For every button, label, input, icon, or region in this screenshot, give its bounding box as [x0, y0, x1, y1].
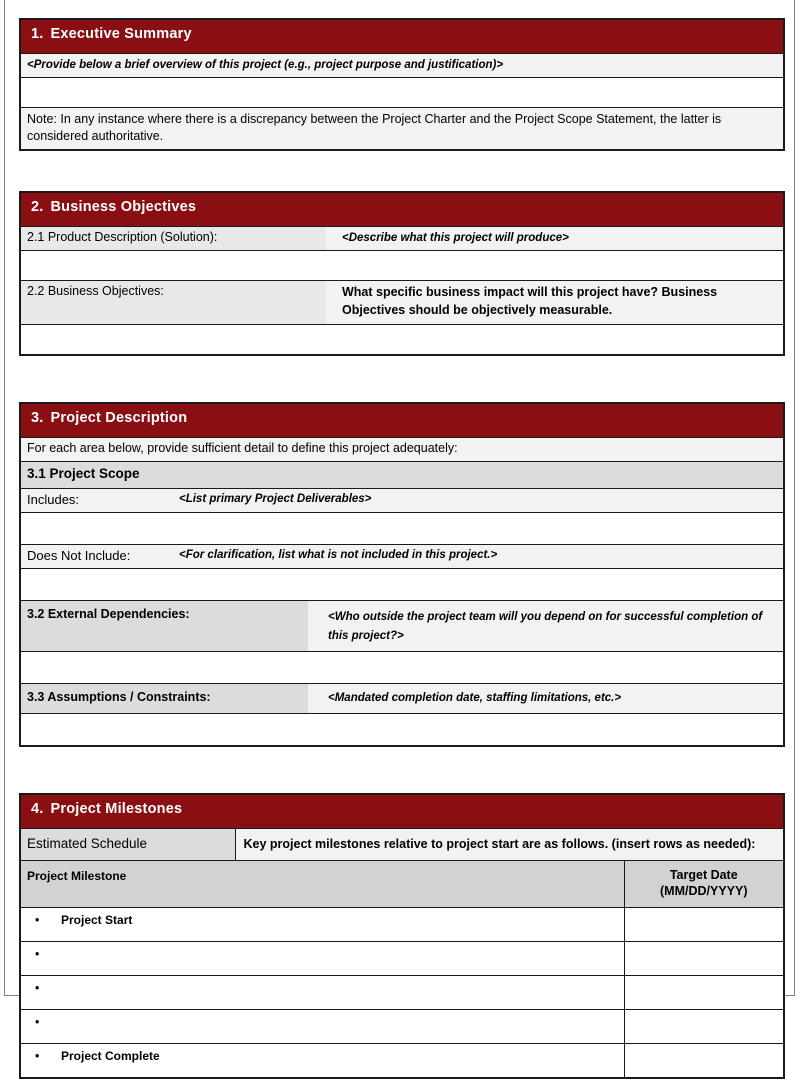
value-text: What specific business impact will this project have? Business Objectives should be objectively measurable.	[342, 285, 718, 317]
value-text: <Describe what this project will produce>	[342, 232, 569, 245]
label-estimated-schedule	[20, 828, 235, 860]
bullet-icon: •	[35, 947, 40, 962]
milestones-column-header-row	[20, 861, 784, 908]
section-header-cell	[20, 192, 784, 227]
milestone-name-cell[interactable]	[20, 908, 624, 942]
section-number: 2.	[31, 199, 44, 216]
section-header-business-objectives	[20, 192, 784, 227]
table-row[interactable]	[20, 1044, 784, 1079]
scope-includes-cell	[20, 488, 784, 512]
value-scope-does-not-include: <For clarification, list what is not included in this project.>	[179, 548, 498, 561]
section-gap-2	[19, 356, 783, 402]
milestone-date-cell[interactable]	[624, 1044, 784, 1079]
row-external-dependencies	[20, 601, 784, 652]
milestone-name-cell[interactable]	[20, 976, 624, 1010]
value-text: <Who outside the project team will you depend on for successful completion of this project?>	[328, 611, 763, 642]
document-body	[19, 18, 783, 1079]
executive-summary-note-row	[20, 107, 784, 150]
label-business-objectives	[20, 281, 326, 325]
executive-summary-input-row[interactable]	[20, 77, 784, 107]
table-row[interactable]	[20, 908, 784, 942]
section-title: Project Description	[50, 410, 188, 426]
section-header-project-description	[20, 403, 784, 438]
section-header-cell	[20, 403, 784, 438]
milestone-date-cell[interactable]	[624, 942, 784, 976]
value-text: <Mandated completion date, staffing limitations, etc.>	[328, 692, 622, 705]
scope-includes-input-cell[interactable]	[20, 512, 784, 544]
table-row[interactable]	[20, 942, 784, 976]
project-description-intro-row	[20, 438, 784, 462]
target-date-line2: (MM/DD/YYYY)	[660, 883, 748, 898]
project-scope-heading-cell	[20, 461, 784, 488]
project-description-intro-cell	[20, 438, 784, 462]
label-text: 3.2 External Dependencies:	[27, 607, 190, 621]
column-header-text: Project Milestone	[27, 869, 127, 884]
scope-includes-input-row[interactable]	[20, 512, 784, 544]
milestone-date-cell[interactable]	[624, 976, 784, 1010]
section-business-objectives	[19, 191, 785, 356]
target-date-line1: Target Date	[669, 868, 738, 883]
milestone-date-cell[interactable]	[624, 1010, 784, 1044]
external-dependencies-input-cell[interactable]	[20, 652, 784, 684]
business-objectives-input-row[interactable]	[20, 325, 784, 356]
label-assumptions-constraints	[20, 684, 308, 714]
milestone-name-cell[interactable]	[20, 942, 624, 976]
bullet-icon: •	[35, 913, 40, 928]
product-description-input-cell[interactable]	[20, 251, 784, 281]
milestone-name: Project Complete	[61, 1049, 160, 1064]
label-text: Estimated Schedule	[27, 835, 148, 851]
external-dependencies-input-row[interactable]	[20, 652, 784, 684]
row-business-objectives	[20, 281, 784, 325]
row-assumptions-constraints	[20, 684, 784, 714]
executive-summary-input-cell[interactable]	[20, 77, 784, 107]
section-number: 3.	[31, 410, 44, 426]
business-objectives-input-cell[interactable]	[20, 325, 784, 356]
label-text: 2.1 Product Description (Solution):	[27, 230, 218, 245]
section-header-project-milestones	[20, 794, 784, 829]
scope-does-not-include-input-row[interactable]	[20, 569, 784, 601]
section-executive-summary	[19, 18, 785, 151]
assumptions-constraints-input-row[interactable]	[20, 713, 784, 746]
milestone-date-cell[interactable]	[624, 908, 784, 942]
scope-does-not-include-cell	[20, 544, 784, 568]
label-external-dependencies	[20, 601, 308, 652]
project-scope-heading: 3.1 Project Scope	[27, 465, 140, 481]
value-scope-includes: <List primary Project Deliverables>	[179, 492, 372, 505]
section-header-cell	[20, 794, 784, 829]
section-title: Project Milestones	[50, 800, 183, 817]
executive-summary-note: Note: In any instance where there is a discrepancy between the Project Charter and the Project Scope Statement, the latter is considered authoritative.	[27, 111, 722, 143]
table-row[interactable]	[20, 976, 784, 1010]
column-header-milestone	[20, 861, 624, 908]
row-estimated-schedule	[20, 828, 784, 860]
section-number: 4.	[31, 800, 44, 817]
project-scope-heading-row	[20, 461, 784, 488]
section-project-milestones	[19, 793, 785, 1079]
label-product-description	[20, 227, 326, 251]
product-description-input-row[interactable]	[20, 251, 784, 281]
milestone-name-cell[interactable]	[20, 1044, 624, 1079]
row-scope-includes	[20, 488, 784, 512]
value-external-dependencies	[308, 601, 784, 652]
section-gap-3	[19, 747, 783, 793]
row-scope-does-not-include	[20, 544, 784, 568]
column-header-target-date	[624, 861, 784, 908]
label-scope-includes: Includes:	[27, 491, 80, 507]
table-row[interactable]	[20, 1010, 784, 1044]
section-number: 1.	[31, 26, 44, 42]
row-product-description	[20, 227, 784, 251]
executive-summary-prompt-row	[20, 54, 784, 78]
section-header-cell	[20, 19, 784, 54]
executive-summary-prompt: <Provide below a brief overview of this project (e.g., project purpose and justification)>	[27, 59, 504, 71]
document-page	[4, 0, 795, 1064]
value-assumptions-constraints	[308, 684, 784, 714]
label-text: 2.2 Business Objectives:	[27, 284, 164, 298]
bullet-icon: •	[35, 1015, 40, 1030]
section-title: Business Objectives	[50, 199, 197, 216]
section-project-description	[19, 402, 785, 747]
executive-summary-prompt-cell	[20, 54, 784, 78]
section-title: Executive Summary	[50, 26, 192, 42]
assumptions-constraints-input-cell[interactable]	[20, 713, 784, 746]
executive-summary-note-cell	[20, 107, 784, 150]
milestone-name: Project Start	[61, 913, 133, 928]
section-gap-1	[19, 151, 783, 191]
value-estimated-schedule	[235, 828, 784, 860]
milestone-name-cell[interactable]	[20, 1010, 624, 1044]
label-text: 3.3 Assumptions / Constraints:	[27, 690, 211, 705]
value-product-description	[326, 227, 784, 251]
value-business-objectives	[326, 281, 784, 325]
label-scope-does-not-include: Does Not Include:	[27, 547, 131, 563]
bullet-icon: •	[35, 1049, 40, 1064]
value-text: Key project milestones relative to project start are as follows. (insert rows as needed):	[243, 836, 756, 851]
section-header-executive-summary	[20, 19, 784, 54]
bullet-icon: •	[35, 981, 40, 996]
project-description-intro: For each area below, provide sufficient detail to define this project adequately:	[27, 441, 458, 455]
scope-does-not-include-input-cell[interactable]	[20, 569, 784, 601]
